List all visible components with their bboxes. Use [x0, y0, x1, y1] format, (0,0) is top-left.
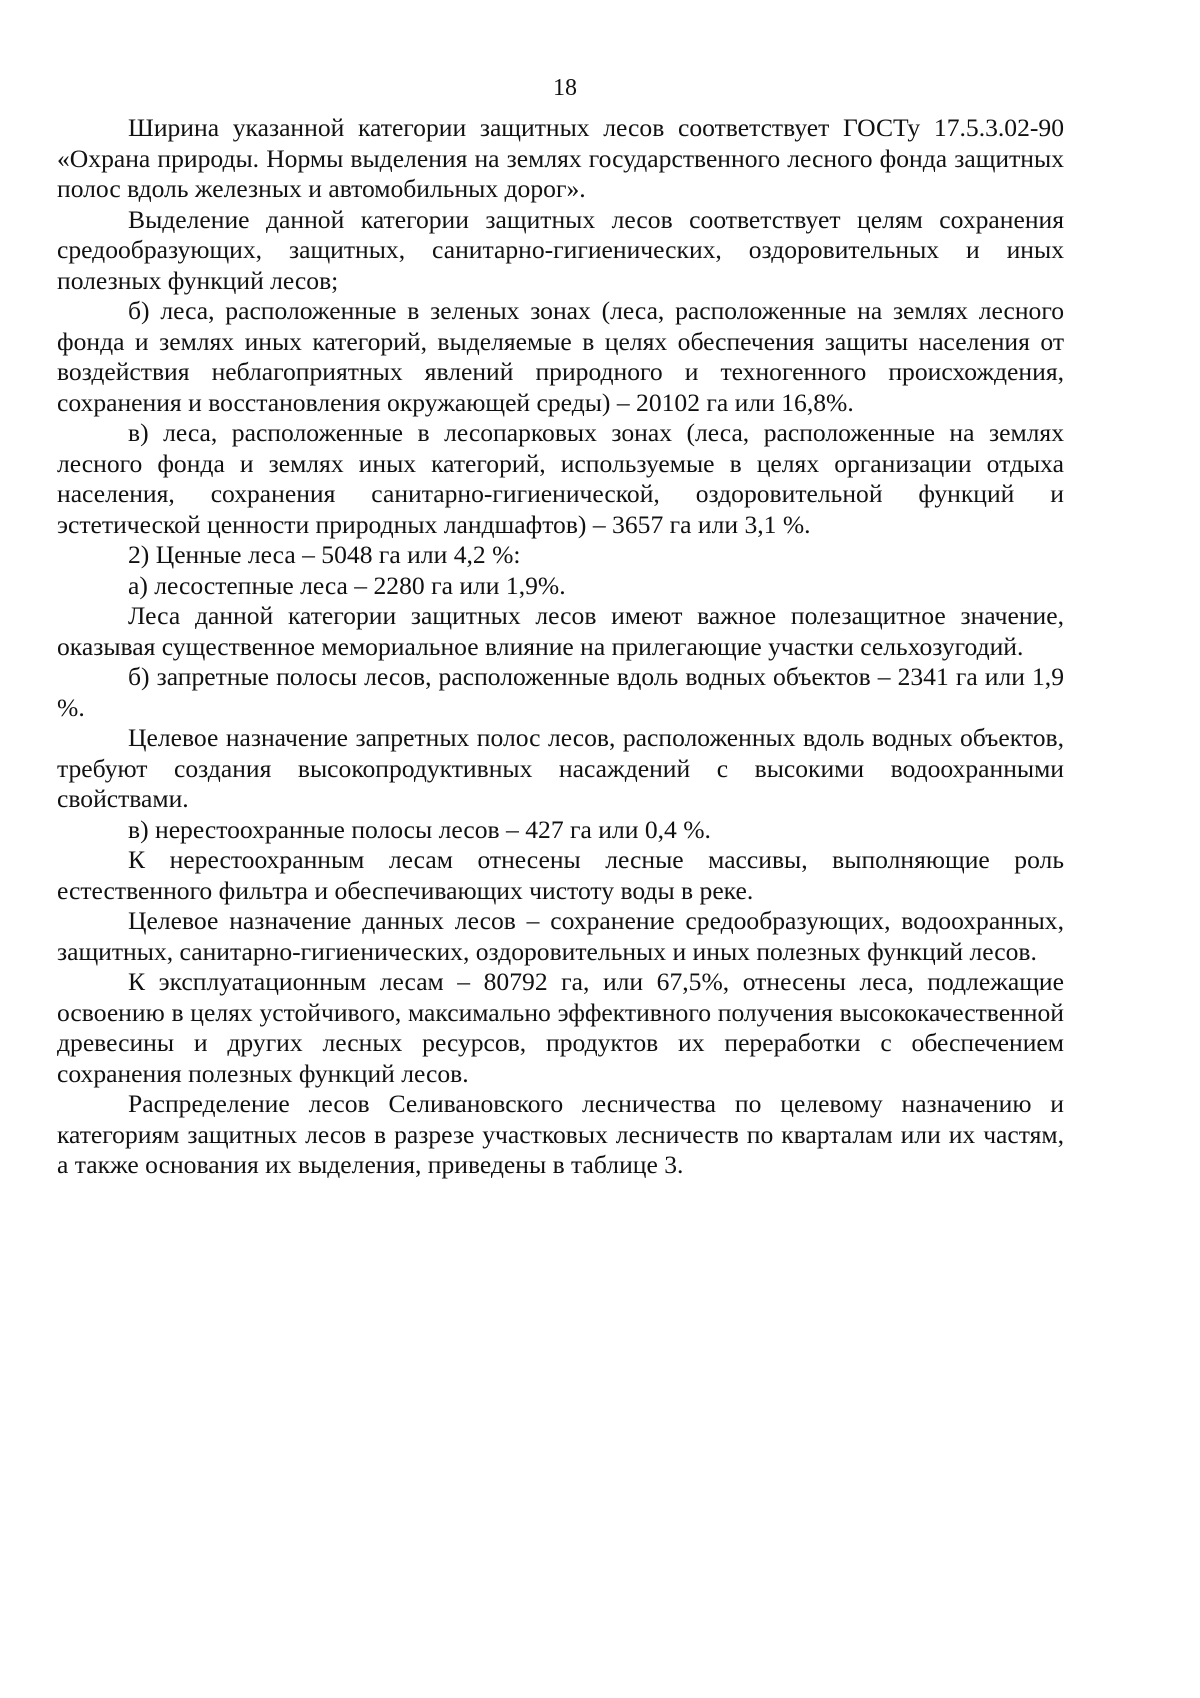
- paragraph-exploitation-forests: К эксплуатационным лесам – 80792 га, или 67,5%, отнесены леса, подлежащие освоению в целях устойчивого, максимально эффективного получения высококачественной древесины и других лесных ресурсов, продуктов их переработки с обеспечением сохранения полезных функций лесов.: [57, 967, 1064, 1088]
- paragraph-valuable-forests: 2) Ценные леса – 5048 га или 4,2 %:: [128, 540, 521, 569]
- paragraph-prohibited-strips-purpose: Целевое назначение запретных полос лесов, расположенных вдоль водных объектов, требуют создания высокопродуктивных насаждений с высокими водоохранными свойствами.: [57, 723, 1064, 813]
- paragraph-prohibited-strips: б) запретные полосы лесов, расположенные вдоль водных объектов – 2341 га или 1,9 %.: [57, 662, 1064, 722]
- paragraph-forest-park-zones: в) леса, расположенные в лесопарковых зонах (леса, расположенные на землях лесного фонда и землях иных категорий, используемые в целях организации отдыха населения, сохранения санитарно-гигиенической, оздоровительной функций и эстетической ценности природных ландшафтов) – 3657 га или 3,1 %.: [57, 418, 1064, 539]
- paragraph-forest-steppe: а) лесостепные леса – 2280 га или 1,9%.: [128, 570, 566, 600]
- document-body: [57, 113, 1064, 1181]
- paragraph-category-purpose: Выделение данной категории защитных лесов соответствует целям сохранения средообразующих, защитных, санитарно-гигиенических, оздоровительных и иных полезных функций лесов;: [57, 204, 1064, 295]
- paragraph-spawning-strips: в) нерестоохранные полосы лесов – 427 га или 0,4 %.: [128, 814, 711, 844]
- paragraph-gost-width: Ширина указанной категории защитных лесов соответствует ГОСТу 17.5.3.02-90 «Охрана природы. Нормы выделения на землях государственного лесного фонда защитных полос вдоль железных и автомобильных дорог».: [57, 113, 1064, 203]
- paragraph-purpose-functions: Целевое назначение данных лесов – сохранение средообразующих, водоохранных, защитных, санитарно-гигиенических, оздоровительных и иных полезных функций лесов.: [57, 906, 1064, 966]
- paragraph-distribution-table-ref: Распределение лесов Селивановского лесничества по целевому назначению и категориям защитных лесов в разрезе участковых лесничеств по кварталам или их частям, а также основания их выделения, приведены в таблице 3.: [57, 1089, 1064, 1179]
- page-number: 18: [553, 75, 577, 101]
- paragraph-field-protective: Леса данной категории защитных лесов имеют важное полезащитное значение, оказывая существенное мемориальное влияние на прилегающие участки сельхозугодий.: [57, 601, 1064, 661]
- paragraph-green-zones: б) леса, расположенные в зеленых зонах (леса, расположенные на землях лесного фонда и землях иных категорий, выделяемые в целях обеспечения защиты населения от воздействия неблагоприятных явлений природного и техногенного происхождения, сохранения и восстановления окружающей среды) – 20102 га или 16,8%.: [57, 296, 1064, 417]
- paragraph-spawning-forests-role: К нерестоохранным лесам отнесены лесные массивы, выполняющие роль естественного фильтра и обеспечивающих чистоту воды в реке.: [57, 845, 1064, 905]
